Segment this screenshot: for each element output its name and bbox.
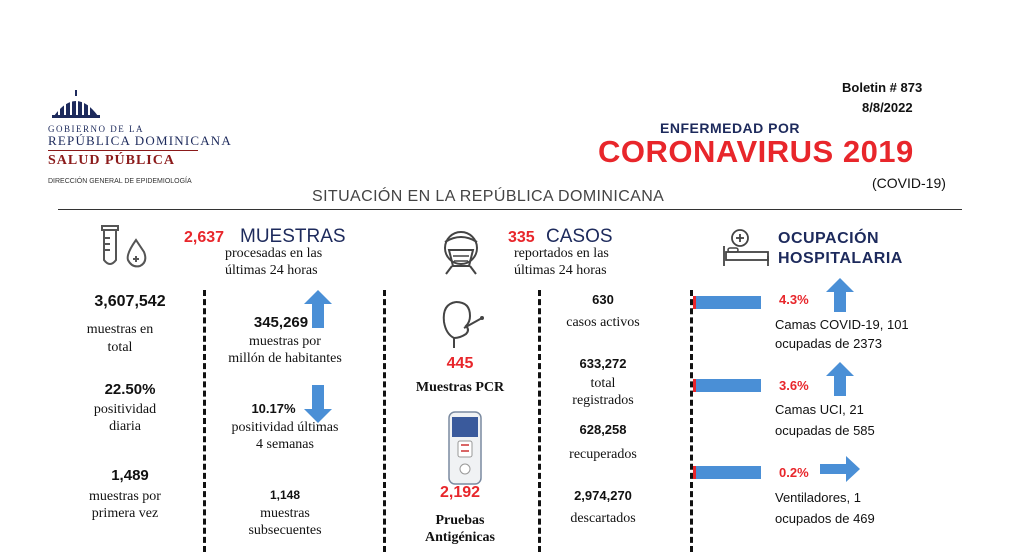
ocupacion-title2: HOSPITALARIA xyxy=(778,250,903,267)
antigen-label2: Antigénicas xyxy=(425,530,495,545)
uci-pct: 3.6% xyxy=(779,378,809,393)
casos-count-24h: 335 xyxy=(508,229,535,246)
muestras-positivity-label2: diaria xyxy=(109,419,141,434)
divider-4 xyxy=(690,290,693,552)
uci-bar-fill xyxy=(693,379,696,392)
pos4w-label1: positividad últimas xyxy=(231,420,339,435)
muestras-title: MUESTRAS xyxy=(240,226,346,247)
title-paren: (COVID-19) xyxy=(872,175,946,191)
muestras-total-label1: muestras en xyxy=(86,322,154,337)
muestras-first-label2: primera vez xyxy=(91,506,159,521)
registered-label2: registrados xyxy=(572,393,634,408)
discarded-label: descartados xyxy=(570,511,636,526)
pcr-label: Muestras PCR xyxy=(415,380,505,395)
antigen-label1: Pruebas xyxy=(435,513,485,528)
ministry-divider xyxy=(48,150,198,151)
muestras-positivity-label1: positividad xyxy=(93,402,157,417)
bulletin-date: 8/8/2022 xyxy=(862,100,913,115)
muestras-total-label2: total xyxy=(107,340,133,355)
title-small: ENFERMEDAD POR xyxy=(660,120,801,136)
divider-3 xyxy=(538,290,541,552)
uci-arrow-up-icon xyxy=(826,362,854,396)
directorate-name: DIRECCIÓN GENERAL DE EPIDEMIOLOGÍA xyxy=(48,178,192,185)
subsequent-label1: muestras xyxy=(260,506,310,521)
pos4w-label2: 4 semanas xyxy=(256,437,314,452)
ministry-name: SALUD PÚBLICA xyxy=(48,153,175,168)
muestras-count-24h: 2,637 xyxy=(184,229,225,246)
recovered-label: recuperados xyxy=(569,447,637,462)
muestras-sub1: procesadas en las xyxy=(225,246,323,261)
antigen-value: 2,192 xyxy=(439,484,481,501)
active-label: casos activos xyxy=(566,315,640,330)
per-million-label1: muestras por xyxy=(249,334,321,349)
covid-label1: Camas COVID-19, 101 xyxy=(775,317,909,332)
uci-bar-track xyxy=(693,379,761,392)
covid-pct: 4.3% xyxy=(779,292,809,307)
muestras-positivity-value: 22.50% xyxy=(104,381,156,398)
muestras-first-label1: muestras por xyxy=(89,489,161,504)
vent-pct: 0.2% xyxy=(779,465,809,480)
vent-arrow-right-icon xyxy=(820,456,860,482)
situation-heading: SITUACIÓN EN LA REPÚBLICA DOMINICANA xyxy=(312,188,665,205)
discarded-value: 2,974,270 xyxy=(574,488,632,503)
muestras-sub2: últimas 24 horas xyxy=(225,263,318,278)
logo xyxy=(48,88,288,188)
gov-line2: REPÚBLICA DOMINICANA xyxy=(48,133,232,148)
vent-label1: Ventiladores, 1 xyxy=(775,490,862,505)
covid-bar-track xyxy=(693,296,761,309)
header-rule xyxy=(58,209,962,210)
covid-label2: ocupadas de 2373 xyxy=(775,336,882,351)
active-value: 630 xyxy=(592,292,614,307)
test-tube-drop-icon xyxy=(100,224,150,270)
divider-2 xyxy=(383,290,386,552)
title-big: CORONAVIRUS 2019 xyxy=(598,134,914,169)
hospital-bed-icon xyxy=(722,228,770,268)
pcr-value: 445 xyxy=(446,355,474,372)
antigen-test-icon xyxy=(448,411,482,485)
recovered-value: 628,258 xyxy=(579,422,627,437)
ocupacion-title1: OCUPACIÓN xyxy=(778,230,880,247)
registered-value: 633,272 xyxy=(579,356,627,371)
uci-label1: Camas UCI, 21 xyxy=(775,402,864,417)
subsequent-value: 1,148 xyxy=(269,488,301,502)
subsequent-label2: subsecuentes xyxy=(248,523,322,538)
dome-logo-icon xyxy=(48,88,104,122)
vent-label2: ocupados de 469 xyxy=(775,511,875,526)
muestras-total-value: 3,607,542 xyxy=(94,293,166,310)
vent-bar-track xyxy=(693,466,761,479)
covid-arrow-up-icon xyxy=(826,278,854,312)
per-million-label2: millón de habitantes xyxy=(228,351,342,366)
swab-test-icon xyxy=(436,298,486,350)
covid-bar-fill xyxy=(693,296,696,309)
casos-title: CASOS xyxy=(546,226,613,247)
casos-sub2: últimas 24 horas xyxy=(514,263,607,278)
uci-label2: ocupadas de 585 xyxy=(775,423,875,438)
vent-bar-fill xyxy=(693,466,696,479)
divider-1 xyxy=(203,290,206,552)
casos-sub1: reportados en las xyxy=(514,246,609,261)
per-million-value: 345,269 xyxy=(253,314,309,331)
pos4w-value: 10.17% xyxy=(251,401,296,416)
registered-label1: total xyxy=(590,376,616,391)
masked-face-icon xyxy=(436,226,486,276)
gov-line1: GOBIERNO DE LA xyxy=(48,124,144,134)
bulletin-number: Boletin # 873 xyxy=(842,80,923,95)
muestras-first-value: 1,489 xyxy=(111,467,149,484)
